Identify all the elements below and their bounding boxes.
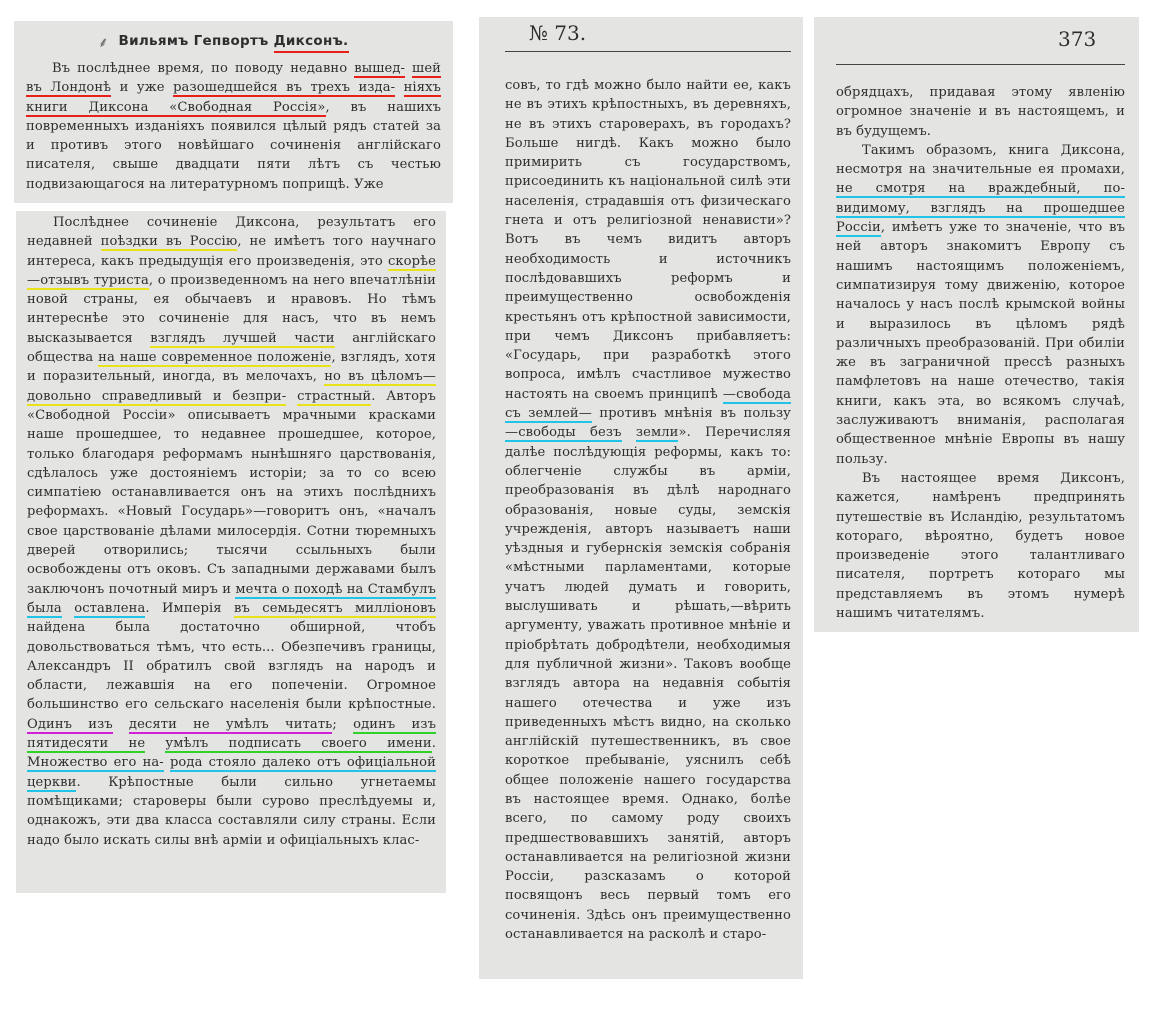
page-header-right (836, 17, 1125, 65)
left-column-text: Послѣднее сочиненіе Диксона, результатъ его недавней поѣздки въ Россію, не имѣетъ того научнаго интереса, какъ предыдущія его произведенія, это скорѣе—отзывъ туриста, о произведенномъ на него впечатлѣніи новой страны, ея обычаевъ и нравовъ. Но тѣмъ интереснѣе это сочиненіе для насъ, что въ немъ высказывается взглядъ лучшей части англійскаго общества на наше современное положеніе, взглядъ, хотя и поразительный, иногда, въ мелочахъ, но въ цѣломъ—довольно справедливый и безпри- страстный. Авторъ «Свободной Россіи» описываетъ мрачными красками наше прошедшее, то недавнее прошедшее, которое, только благодаря реформамъ нынѣшняго царствованія, сдѣлалось уже достояніемъ исторіи; за то со всею симпатіею останавливается онъ на этихъ послѣднихъ реформахъ. «Новый Государь»—говоритъ онъ, «началъ свое царствованіе дѣлами милосердія. Сотни тюремныхъ дверей отворились; тысячи ссыльныхъ были освобождены отъ оковъ. Съ западными державами былъ заключонъ почотный миръ и мечта о походѣ на Стамбулъ была оставлена. Имперія въ семьдесятъ милліоновъ найдена была достаточно обширной, чтобъ довольствоваться тѣмъ, что есть... Обезпечивъ границы, Александръ II обратилъ свой взглядъ на народъ и области, лежавшія на его попеченіи. Огромное большинство его сельскаго населенія были крѣпостные. Одинъ изъ десяти не умѣлъ читать; одинъ изъ пятидесяти не умѣлъ подписать своего имени. Множество его на- рода стояло далеко отъ офиціальной церкви. Крѣпостные были сильно угнетаемы помѣщиками; староверы были сурово преслѣдуемы и, однакожъ, эти два класса составляли силу страны. Если надо было искать силы внѣ арміи и офиціальныхъ клас- (27, 215, 437, 848)
author-name: Диксонъ. (274, 33, 349, 53)
clipping-title-intro (14, 21, 453, 203)
clipping-middle-column (479, 17, 803, 979)
intro-paragraph: Въ послѣднее время, по поводу недавно вышед- шей въ Лондонѣ и уже разошедшейся въ трехъ изда- ніяхъ книги Диксона «Свободная Россія», въ нашихъ повременныхъ изданіяхъ появился цѣлый рядъ статей за и противъ этого новѣйшаго сочиненія англійскаго писателя, свыше двадцати пяти лѣтъ съ честью подвизающагося на литературномъ поприщѣ. Уже (26, 61, 441, 192)
clipping-left-column (16, 211, 446, 893)
middle-column-text: совъ, то гдѣ можно было найти ее, какъ не въ этихъ крѣпостныхъ, въ деревняхъ, не въ этихъ староверахъ, въ городахъ? Больше нигдѣ. Какъ можно было примирить съ государствомъ, присоединить къ національной силѣ эти населенія, страдавшія отъ физическаго гнета и отъ религіозной ненависти»? Вотъ въ чемъ видитъ авторъ необходимость и источникъ послѣдовавшихъ реформъ и преимущественно освобожденія крестьянъ отъ крѣпостной зависимости, при чемъ Диксонъ прибавляетъ: «Государь, при разработкѣ этого вопроса, имѣлъ счастливое мужество настоять на своемъ принципѣ —свобода съ землей— противъ мнѣнія въ пользу —свободы безъ земли». Перечисляя далѣе послѣдующія реформы, какъ то: облегченіе службы въ арміи, преобразованія въ дѣлѣ народнаго образованія, новые суды, земскія учрежденія, авторъ называетъ наши уѣздныя и губернскія земскія собранія «мѣстными парламентами, которые учатъ людей думать и говорить, выслушивать и рѣшать,—вѣрить аргументу, уважать противное мнѣніе и пріобрѣтать добродѣтели, необходимыя для публичной жизни». Таковъ вообще взглядъ автора на недавнія событія нашего отечества и уже изъ приведенныхъ мѣстъ видно, на сколько англійскій путешественникъ, въ свое короткое пребываніе, уяснилъ себѣ общее положеніе нашего государства въ настоящее время. Однако, болѣе всего, по самому роду своихъ предшествовавшихъ занятій, авторъ останавливается на религіозной жизни Россіи, разсказамъ о которой посвящонъ весь первый томъ его сочиненія. Здѣсь онъ преимущественно останавливается на расколѣ и старо- (505, 78, 792, 943)
page-header-left (505, 17, 791, 52)
right-column-p2: Такимъ образомъ, книга Диксона, несмотря на значительные ея промахи, не смотря на враждебный, по- видимому, взглядъ на прошедшее Россіи, имѣетъ уже то значеніе, что въ ней авторъ знакомитъ Европу съ нашимъ настоящимъ положеніемъ, симпатизируя тому движенію, которое началось у насъ послѣ крымской войны и выразилось въ цѣломъ рядѣ различныхъ преобразованій. При обиліи же въ заграничной прессѣ разныхъ памфлетовъ на наше отечество, такія книги, какъ эта, во всякомъ случаѣ, заслуживаютъ вниманія, располагая общественное мнѣніе Европы въ нашу пользу. (836, 142, 1125, 467)
right-column-p3: Въ настоящее время Диксонъ, кажется, намѣренъ предпринять путешествіе въ Исландію, результатомъ котораго, вѣроятно, будетъ новое произведеніе этого талантливаго писателя, портретъ котораго мы представляемъ въ этомъ нумерѣ нашимъ читателямъ. (836, 470, 1125, 622)
issue-number: № 73. (529, 21, 587, 45)
right-column-p1: обрядцахъ, придавая этому явленію огромное значеніе и въ настоящемъ, и въ будущемъ. (836, 85, 1125, 139)
pencil-mark-icon: ⸙ (98, 35, 109, 51)
clipping-right-column (814, 17, 1139, 632)
page-number: 373 (1058, 27, 1097, 51)
article-title: ⸙ Вильямъ Гепвортъ Диксонъ. (98, 33, 349, 51)
